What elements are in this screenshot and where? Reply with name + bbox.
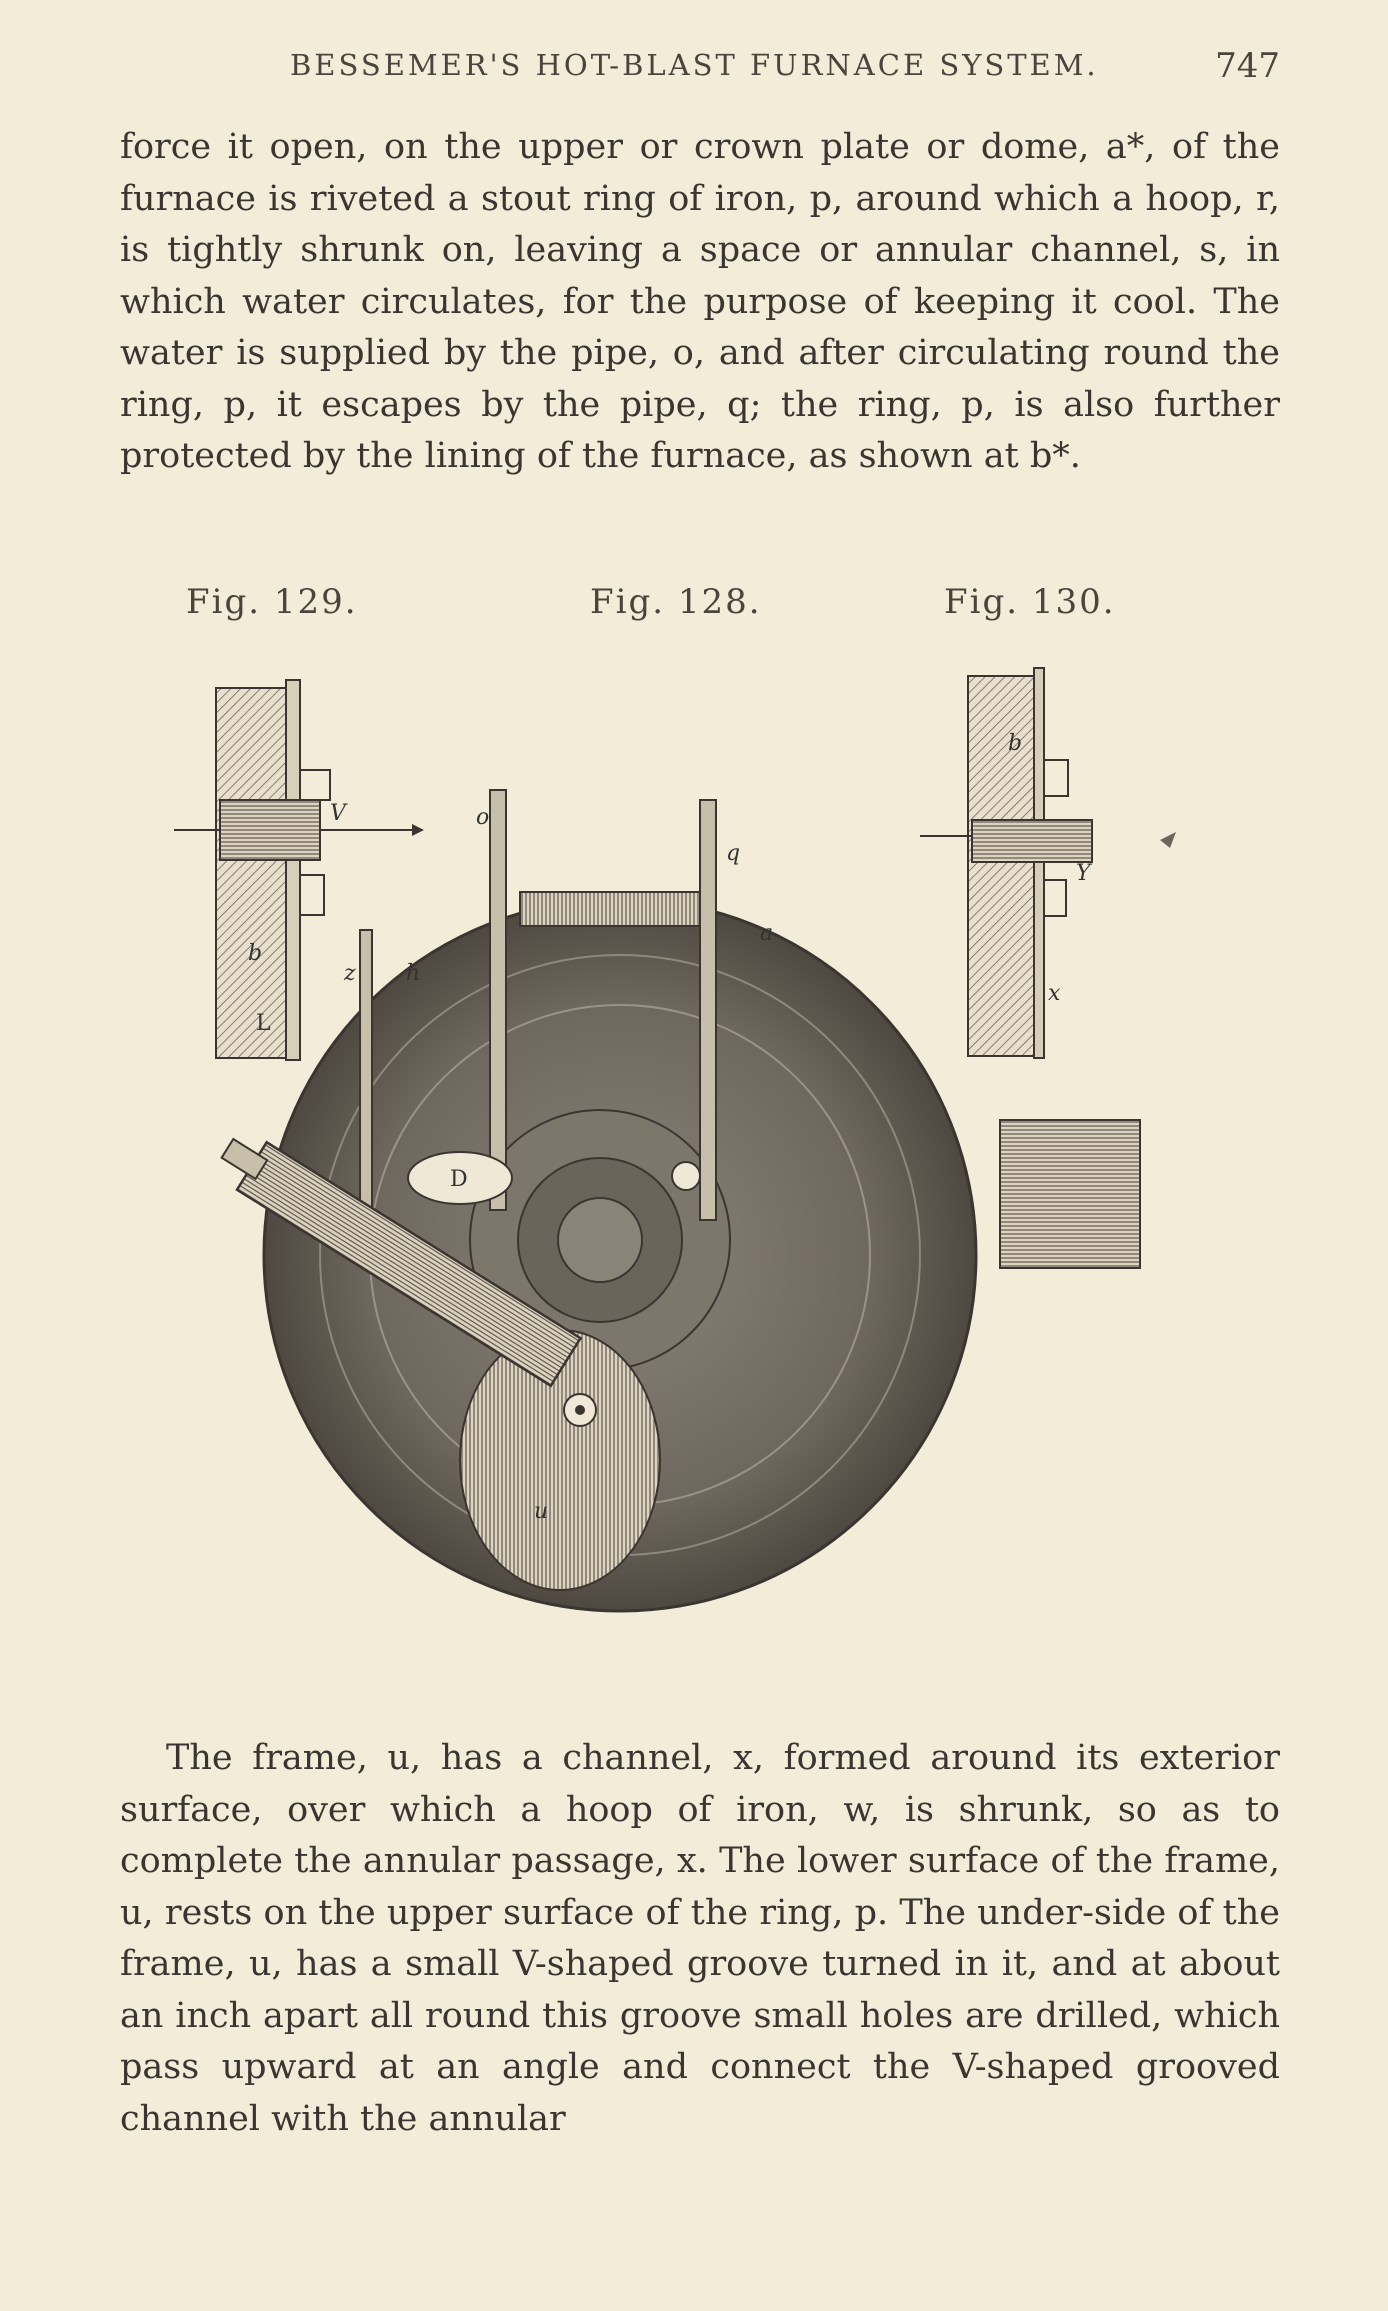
callout-y: Y: [1076, 861, 1091, 886]
running-header: [120, 48, 1280, 88]
figure-label-129: Fig. 129.: [186, 582, 358, 622]
page-number: 747: [1215, 46, 1280, 86]
figure-label-130: Fig. 130.: [944, 582, 1116, 622]
paragraph-bottom: The frame, u, has a channel, x, formed around its exterior surface, over which a hoop of iron, w, is shrunk, so as to complete the annular passage, x. The lower surface of the frame, u, rests on the upper surface of the ring, p. The under-side of the frame, u, has a small V-shaped groove turned in it, and at about an inch apart all round this groove small holes are drilled, which pass upward at an angle and connect the V-shaped grooved channel with the annular: [120, 1738, 1280, 2139]
callout-x: x: [1048, 981, 1061, 1006]
callout-b-130: b: [1008, 731, 1023, 756]
callout-o: o: [476, 805, 490, 830]
callout-h: h: [406, 961, 421, 986]
callout-z: z: [344, 961, 356, 986]
callout-b-129: b: [248, 941, 263, 966]
callout-q: q: [726, 841, 741, 866]
figure-label-128: Fig. 128.: [590, 582, 762, 622]
callout-u: u: [534, 1499, 549, 1524]
callout-v: V: [330, 801, 346, 826]
engraving-illustration: [160, 640, 1260, 1700]
paragraph-top: force it open, on the upper or crown plate or dome, a*, of the furnace is riveted a stout ring of iron, p, around which a hoop, r, is tightly shrunk on, leaving a space or annular channel, s, in which water circulates, for the purpose of keeping it cool. The water is supplied by the pipe, o, and after circulating round the ring, p, it escapes by the pipe, q; the ring, p, is also further protected by the lining of the furnace, as shown at b*.: [120, 127, 1280, 476]
callout-d: D: [450, 1167, 468, 1192]
header-title: BESSEMER'S HOT-BLAST FURNACE SYSTEM.: [290, 48, 1099, 82]
callout-a: a: [760, 921, 774, 946]
callout-l: L: [256, 1011, 271, 1036]
section-fig-130: [920, 668, 1176, 1058]
